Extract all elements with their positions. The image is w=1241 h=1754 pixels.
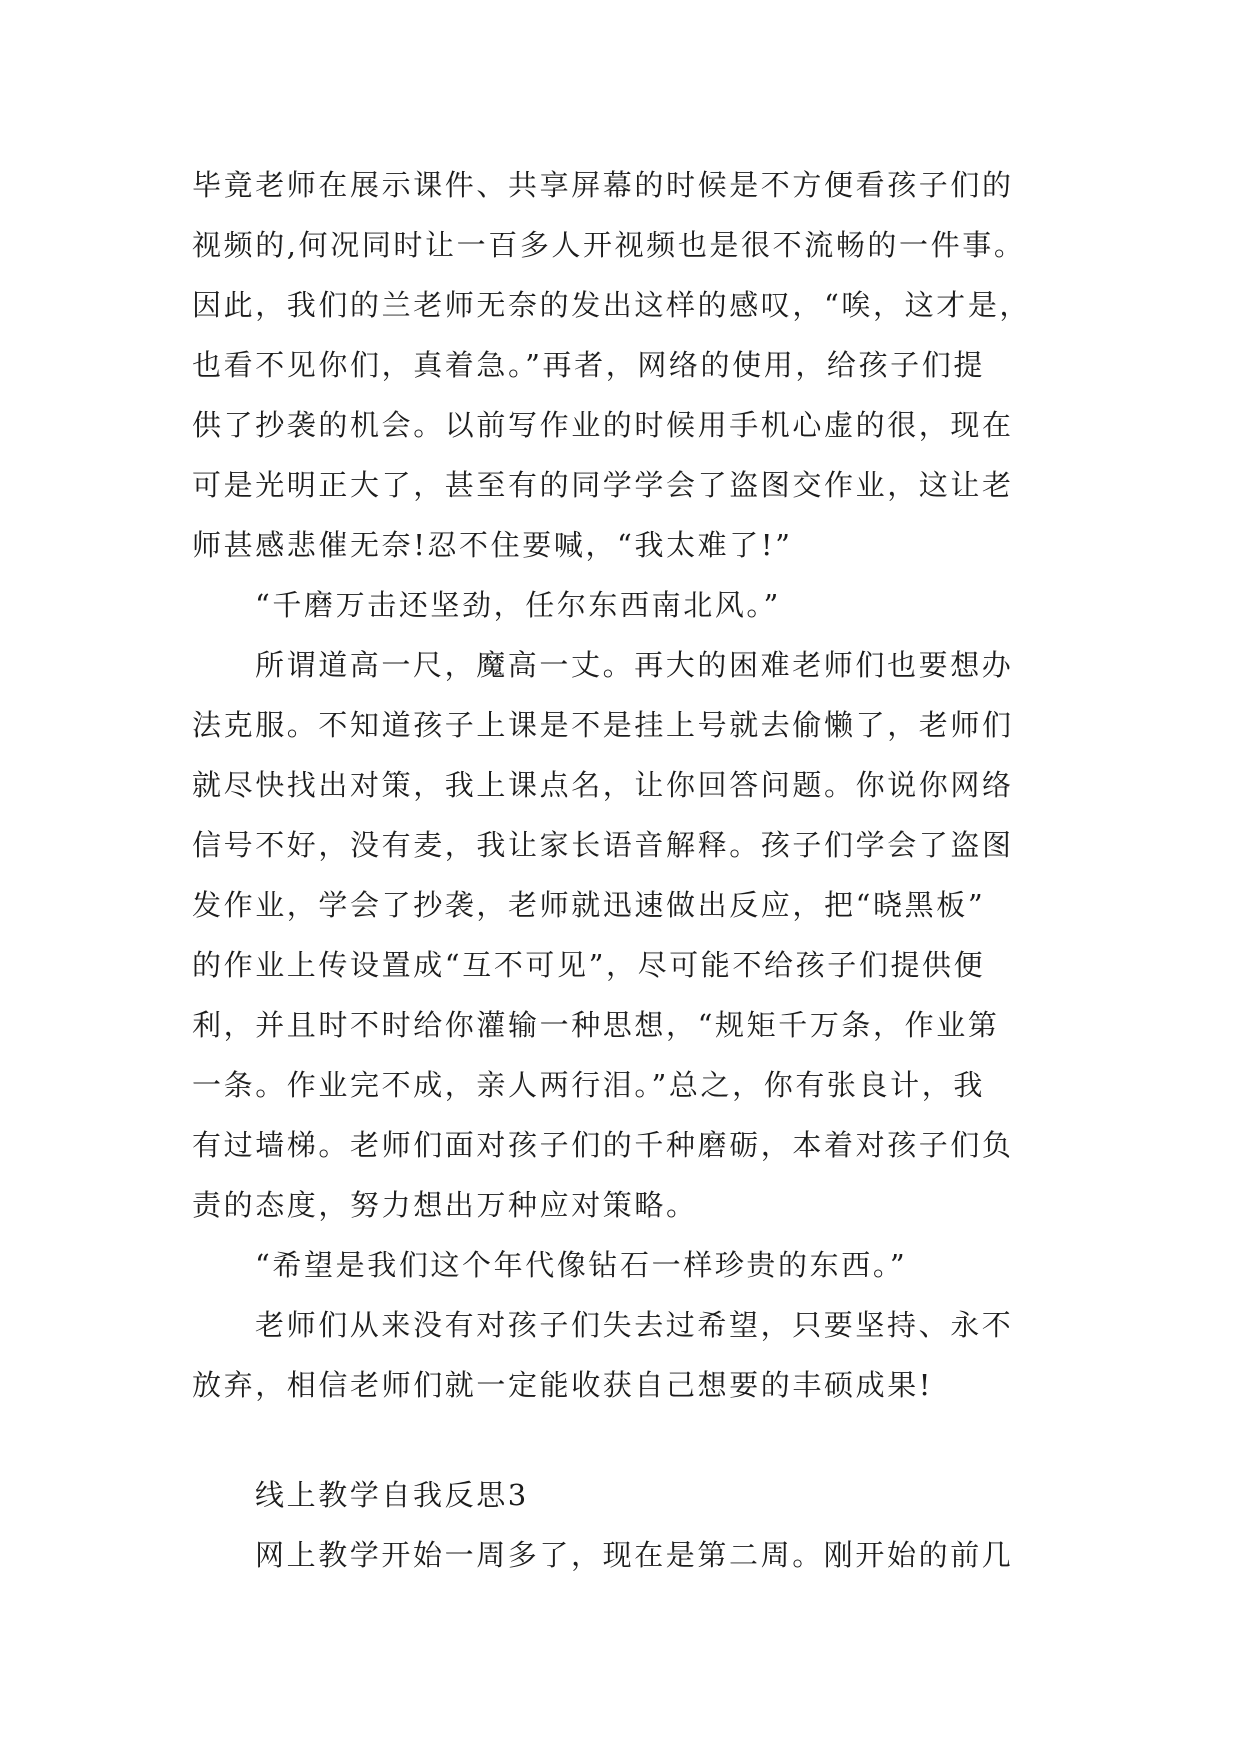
text-line: 的作业上传设置成“互不可见”，尽可能不给孩子们提供便 (192, 948, 986, 982)
text-line: 网上教学开始一周多了，现在是第二周。刚开始的前几 (255, 1538, 1014, 1572)
text-line: 法克服。不知道孩子上课是不是挂上号就去偷懒了，老师们 (192, 708, 1014, 742)
section-heading: 线上教学自我反思3 (255, 1478, 529, 1512)
text-line: 可是光明正大了，甚至有的同学学会了盗图交作业，这让老 (192, 468, 1014, 502)
text-line: 一条。作业完不成，亲人两行泪。”总之，你有张良计，我 (192, 1068, 985, 1102)
text-line: 有过墙梯。老师们面对孩子们的千种磨砺，本着对孩子们负 (192, 1128, 1014, 1162)
text-line: 师甚感悲催无奈!忍不住要喊，“我太难了!” (192, 528, 793, 562)
text-line: 放弃，相信老师们就一定能收获自己想要的丰硕成果! (192, 1368, 934, 1402)
text-line: 老师们从来没有对孩子们失去过希望，只要坚持、永不 (255, 1308, 1014, 1342)
text-line: 视频的,何况同时让一百多人开视频也是很不流畅的一件事。 (192, 228, 1026, 262)
text-line: 就尽快找出对策，我上课点名，让你回答问题。你说你网络 (192, 768, 1014, 802)
text-line: 供了抄袭的机会。以前写作业的时候用手机心虚的很，现在 (192, 408, 1014, 442)
text-line: 因此，我们的兰老师无奈的发出这样的感叹，“唉，这才是， (192, 288, 1032, 322)
text-line: 信号不好，没有麦，我让家长语音解释。孩子们学会了盗图 (192, 828, 1014, 862)
text-line: 利，并且时不时给你灌输一种思想，“规矩千万条，作业第 (192, 1008, 1000, 1042)
text-line: 发作业，学会了抄袭，老师就迅速做出反应，把“晓黑板” (192, 888, 986, 922)
text-line: 所谓道高一尺，魔高一丈。再大的困难老师们也要想办 (255, 648, 1014, 682)
text-line: 毕竟老师在展示课件、共享屏幕的时候是不方便看孩子们的 (192, 168, 1014, 202)
text-line: 责的态度，努力想出万种应对策略。 (192, 1188, 698, 1222)
quote-line: “希望是我们这个年代像钻石一样珍贵的东西。” (255, 1248, 908, 1282)
quote-line: “千磨万击还坚劲，任尔东西南北风。” (255, 588, 781, 622)
text-line: 也看不见你们，真着急。”再者，网络的使用，给孩子们提 (192, 348, 985, 382)
